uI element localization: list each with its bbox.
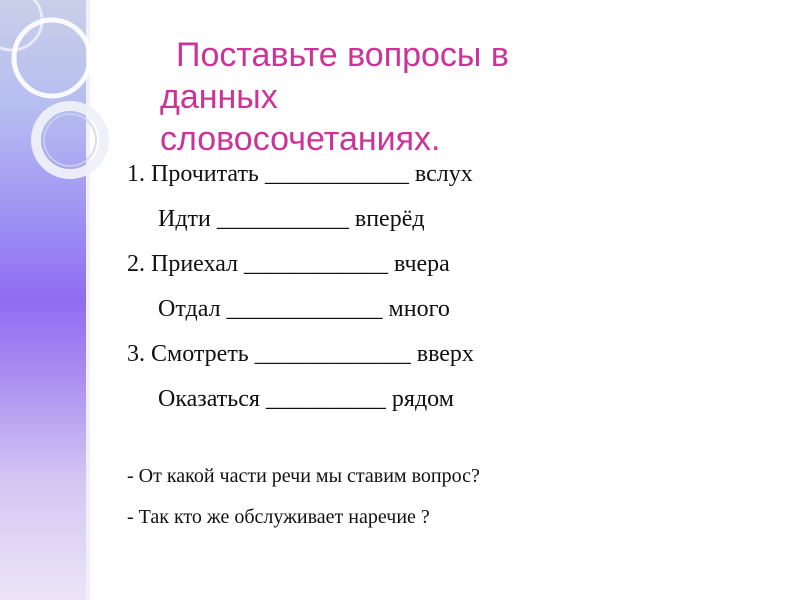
title-line-1: Поставьте вопросы в <box>176 36 509 74</box>
exercise-item-3: 3. Смотреть _____________ вверх <box>127 341 474 367</box>
ring-middle-inner <box>44 114 96 166</box>
exercise-item-1: 1. Прочитать ____________ вслух <box>127 161 473 187</box>
ring-middle <box>36 106 104 174</box>
exercise-item-3b: Оказаться __________ рядом <box>158 386 454 412</box>
exercise-item-2: 2. Приехал ____________ вчера <box>127 251 450 277</box>
question-2: - Так кто же обслуживает наречие ? <box>127 506 430 528</box>
exercise-item-1b: Идти ___________ вперёд <box>158 206 425 232</box>
exercise-item-2b: Отдал _____________ много <box>158 296 450 322</box>
decorative-rings <box>0 0 120 260</box>
title-line-3: словосочетаниях. <box>160 120 441 158</box>
title-line-2: данных <box>160 78 278 116</box>
question-1: - От какой части речи мы ставим вопрос? <box>127 465 480 487</box>
slide-title <box>160 34 660 160</box>
ring-top <box>14 20 90 96</box>
